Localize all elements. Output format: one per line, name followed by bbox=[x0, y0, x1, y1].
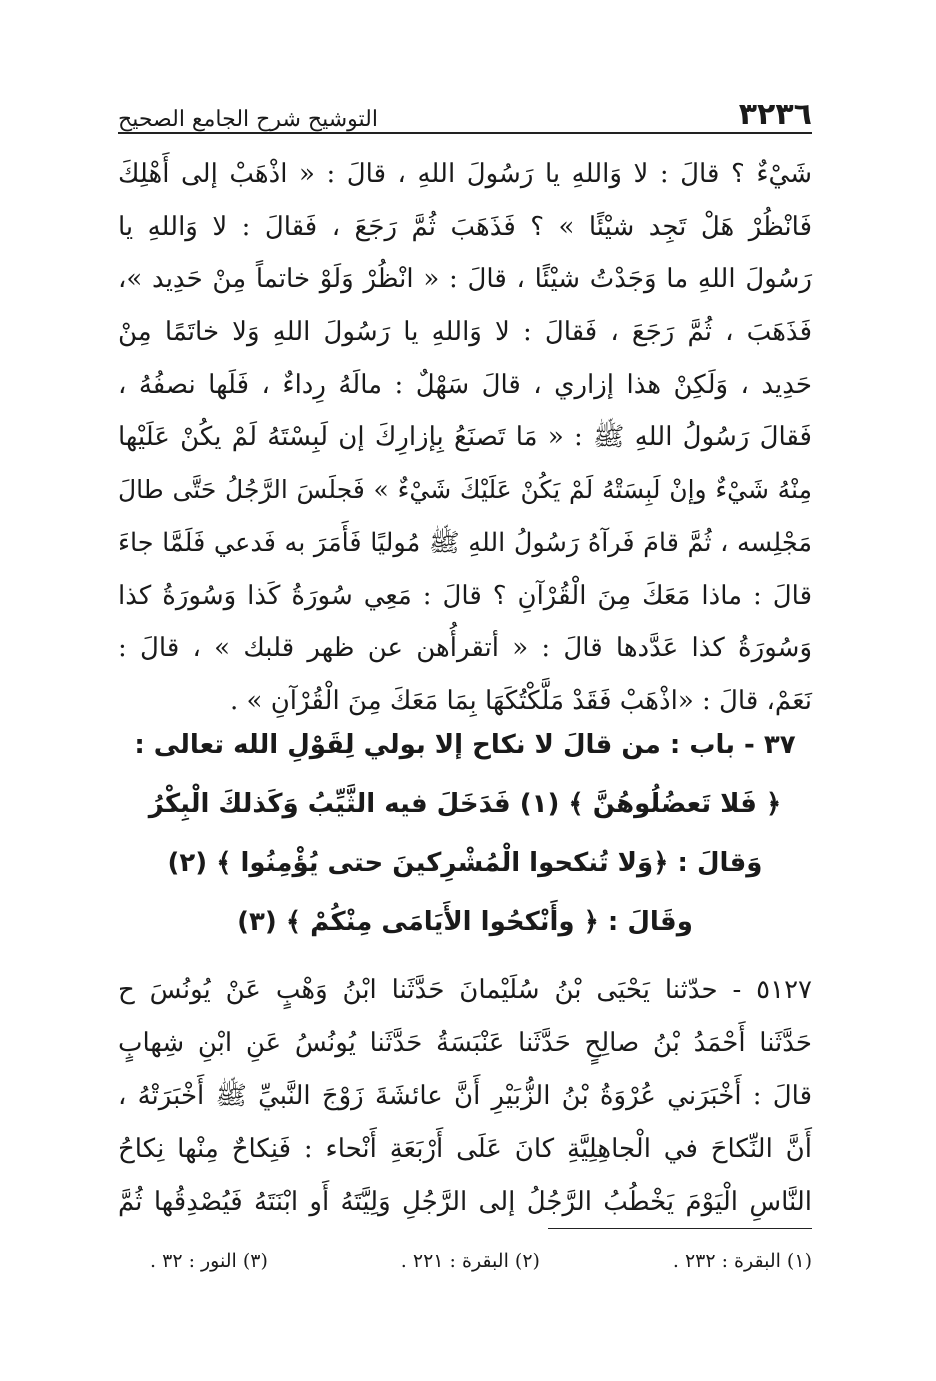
text-line-last: نَعَمْ، قالَ : «اذْهَبْ فَقَدْ مَلَّكْتُكَهَا بِمَا مَعَكَ مِنَ الْقُرْآنِ » . bbox=[230, 685, 812, 716]
page-header bbox=[118, 88, 812, 132]
text-line: فَذَهَبَ ، ثُمَّ رَجَعَ ، فَقالَ : لا وَاللهِ يا رَسُولَ اللهِ وَلا خاتَمًا مِنْ bbox=[118, 317, 812, 348]
footnotes bbox=[150, 1250, 812, 1280]
paragraph-hadith bbox=[118, 964, 812, 1229]
chapter-heading bbox=[118, 716, 812, 952]
paragraph-top bbox=[118, 148, 812, 728]
chapter-heading-line: ﴿ فَلا تَعضُلُوهُنَّ ﴾ (١) فَدَخَلَ فيه الثَّيِّبُ وَكَذلكَ الْبِكْرُ bbox=[148, 789, 782, 819]
footnote: (٣) النور : ٣٢ . bbox=[150, 1250, 268, 1272]
text-line: فَقالَ رَسُولُ اللهِ ﷺ : « مَا تَصنَعُ بِإزارِكَ إن لَبِسْتَهُ لَمْ يكُنْ عَلَيْها bbox=[118, 422, 812, 453]
page-number: ٣٢٣٦ bbox=[738, 97, 812, 132]
header-rule bbox=[118, 132, 812, 134]
text-line: وَسُورَةُ كذا عَدَّدها قالَ : « أتقرأُهن عن ظهر قلبك » ، قالَ : bbox=[118, 633, 812, 664]
text-line: مِنْهُ شَيْءٌ وإنْ لَبِسَتْهُ لَمْ يَكُنْ عَلَيْكَ شَيْءٌ » فَجلَسَ الرَّجُلُ حَتَّى طالَ bbox=[118, 475, 812, 505]
chapter-heading-line: وقَالَ : ﴿ وأَنْكحُوا الأَيَامَى مِنْكُمْ ﴾ (٣) bbox=[237, 907, 693, 937]
text-line: قالَ : ماذا مَعَكَ مِنَ الْقُرْآنِ ؟ قالَ : مَعِي سُورَةُ كَذا وَسُورَةُ كذا bbox=[118, 580, 813, 611]
text-line: مَجْلِسه ، ثُمَّ قامَ فَرآهُ رَسُولُ اللهِ ﷺ مُوليًا فَأَمَرَ به فَدعي فَلَمَّا جاءَ bbox=[118, 527, 812, 558]
footnote-rule bbox=[548, 1228, 812, 1229]
text-line: أَنَّ النِّكاحَ في الْجاهِلِيَّةِ كانَ عَلَى أَرْبَعَةِ أَنْحاء : فَنِكاحٌ مِنْها نِكاحُ bbox=[118, 1134, 812, 1164]
text-line: حَدَّثَنا أَحْمَدُ بْنُ صالِحٍ حَدَّثَنا عَنْبَسَةُ حَدَّثَنا يُونُسُ عَنِ ابْنِ شِهابٍ bbox=[118, 1028, 812, 1058]
chapter-title: ٣٧ - باب : من قالَ لا نكاح إلا بولي لِقَوْلِ الله تعالى : bbox=[134, 730, 796, 760]
text-line: شَيْءٌ ؟ قالَ : لا وَاللهِ يا رَسُولَ اللهِ ، قالَ : « اذْهَبْ إلى أَهْلِكَ bbox=[118, 159, 812, 189]
text-line: رَسُولَ اللهِ ما وَجَدْتُ شيْئًا ، قالَ : « انْظُرْ وَلَوْ خاتماً مِنْ حَدِيد »، bbox=[118, 264, 812, 295]
footnote: (١) البقرة : ٢٣٢ . bbox=[672, 1250, 812, 1272]
text-line: قالَ : أَخْبَرَني عُرْوَةُ بْنُ الزُّبَيْرِ أَنَّ عائشَةَ زَوْجَ النَّبيِّ ﷺ أَخْبَرَتْهُ ، bbox=[118, 1081, 812, 1111]
text-line: ٥١٢٧ - حدّثنا يَحْيَى بْنُ سُلَيْمانَ حَدَّثَنا ابْنُ وَهْبٍ عَنْ يُونُسَ ح bbox=[118, 975, 812, 1005]
footnote: (٢) البقرة : ٢٢١ . bbox=[400, 1250, 540, 1272]
text-line: حَدِيد ، وَلَكِنْ هذا إزاري ، قالَ سَهْلٌ : مالَهُ رِداءٌ ، فَلَها نصفُهُ ، bbox=[118, 369, 812, 400]
text-line: فَانْظُرْ هَلْ تَجِد شيْئًا » ؟ فَذَهَبَ ثُمَّ رَجَعَ ، فَقالَ : لا وَاللهِ يا bbox=[118, 211, 812, 242]
running-title: التوشيح شرح الجامع الصحيح bbox=[118, 107, 378, 132]
chapter-heading-line: وَقالَ : ﴿وَلا تُنكحوا الْمُشْرِكينَ حتى يُؤْمِنُوا ﴾ (٢) bbox=[167, 848, 763, 878]
text-line: النَّاسِ الْيَوْمَ يَخْطُبُ الرَّجُلُ إلى الرَّجُلِ وَلِيَّتَهُ أَو ابْنَتَهُ فَيُصْدِقُها ثُمَّ bbox=[118, 1187, 812, 1217]
